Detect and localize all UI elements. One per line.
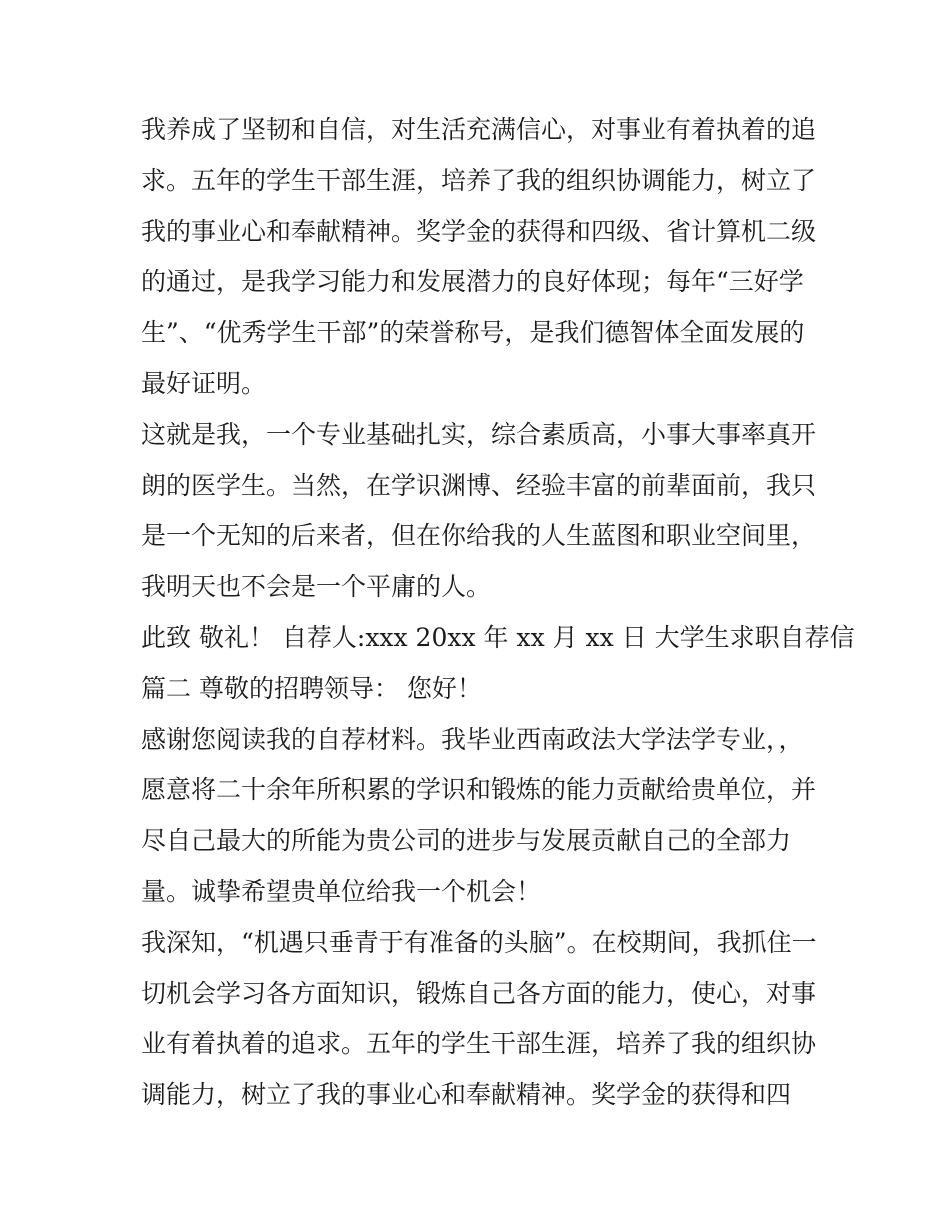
document-body	[141, 105, 855, 1121]
text-line-11: 此致 敬礼！ 自荐人:xxx 20xx 年 xx 月 xx 日 大学生求职自荐信	[141, 622, 855, 652]
text-line-17: 我深知，“机遇只垂青于有准备的头脑”。在校期间，我抓住一	[141, 927, 817, 957]
text-line-1: 我养成了坚韧和自信，对生活充满信心，对事业有着执着的追	[141, 115, 817, 144]
text-line-7: 这就是我，一个专业基础扎实，综合素质高，小事大事率真开	[141, 419, 817, 449]
text-line-16: 量。诚挚希望贵单位给我一个机会！	[141, 876, 542, 906]
text-line-15: 尽自己最大的所能为贵公司的进步与发展贡献自己的全部力	[141, 826, 792, 856]
text-line-5: 生”、“优秀学生干部”的荣誉称号，是我们德智体全面发展的	[141, 318, 805, 348]
text-line-10: 我明天也不会是一个平庸的人。	[141, 572, 492, 602]
text-line-14: 愿意将二十余年所积累的学识和锻炼的能力贡献给贵单位，并	[141, 775, 817, 805]
text-line-12: 篇二 尊敬的招聘领导： 您好！	[141, 673, 482, 703]
text-line-4: 的通过，是我学习能力和发展潜力的良好体现；每年“三好学	[141, 267, 804, 297]
text-line-9: 是一个无知的后来者，但在你给我的人生蓝图和职业空间里，	[141, 521, 817, 551]
text-line-6: 最好证明。	[141, 368, 267, 398]
text-line-18: 切机会学习各方面知识，锻炼自己各方面的能力，使心，对事	[141, 978, 817, 1008]
text-line-8: 朗的医学生。当然，在学识渊博、经验丰富的前辈面前，我只	[141, 470, 817, 500]
text-line-13: 感谢您阅读我的自荐材料。我毕业西南政法大学法学专业，，	[141, 724, 804, 754]
text-line-19: 业有着执着的追求。五年的学生干部生涯，培养了我的组织协	[141, 1029, 817, 1059]
text-line-2: 求。五年的学生干部生涯，培养了我的组织协调能力，树立了	[141, 165, 817, 195]
text-line-3: 我的事业心和奉献精神。奖学金的获得和四级、省计算机二级	[141, 216, 817, 246]
text-line-20: 调能力，树立了我的事业心和奉献精神。奖学金的获得和四	[141, 1080, 792, 1110]
